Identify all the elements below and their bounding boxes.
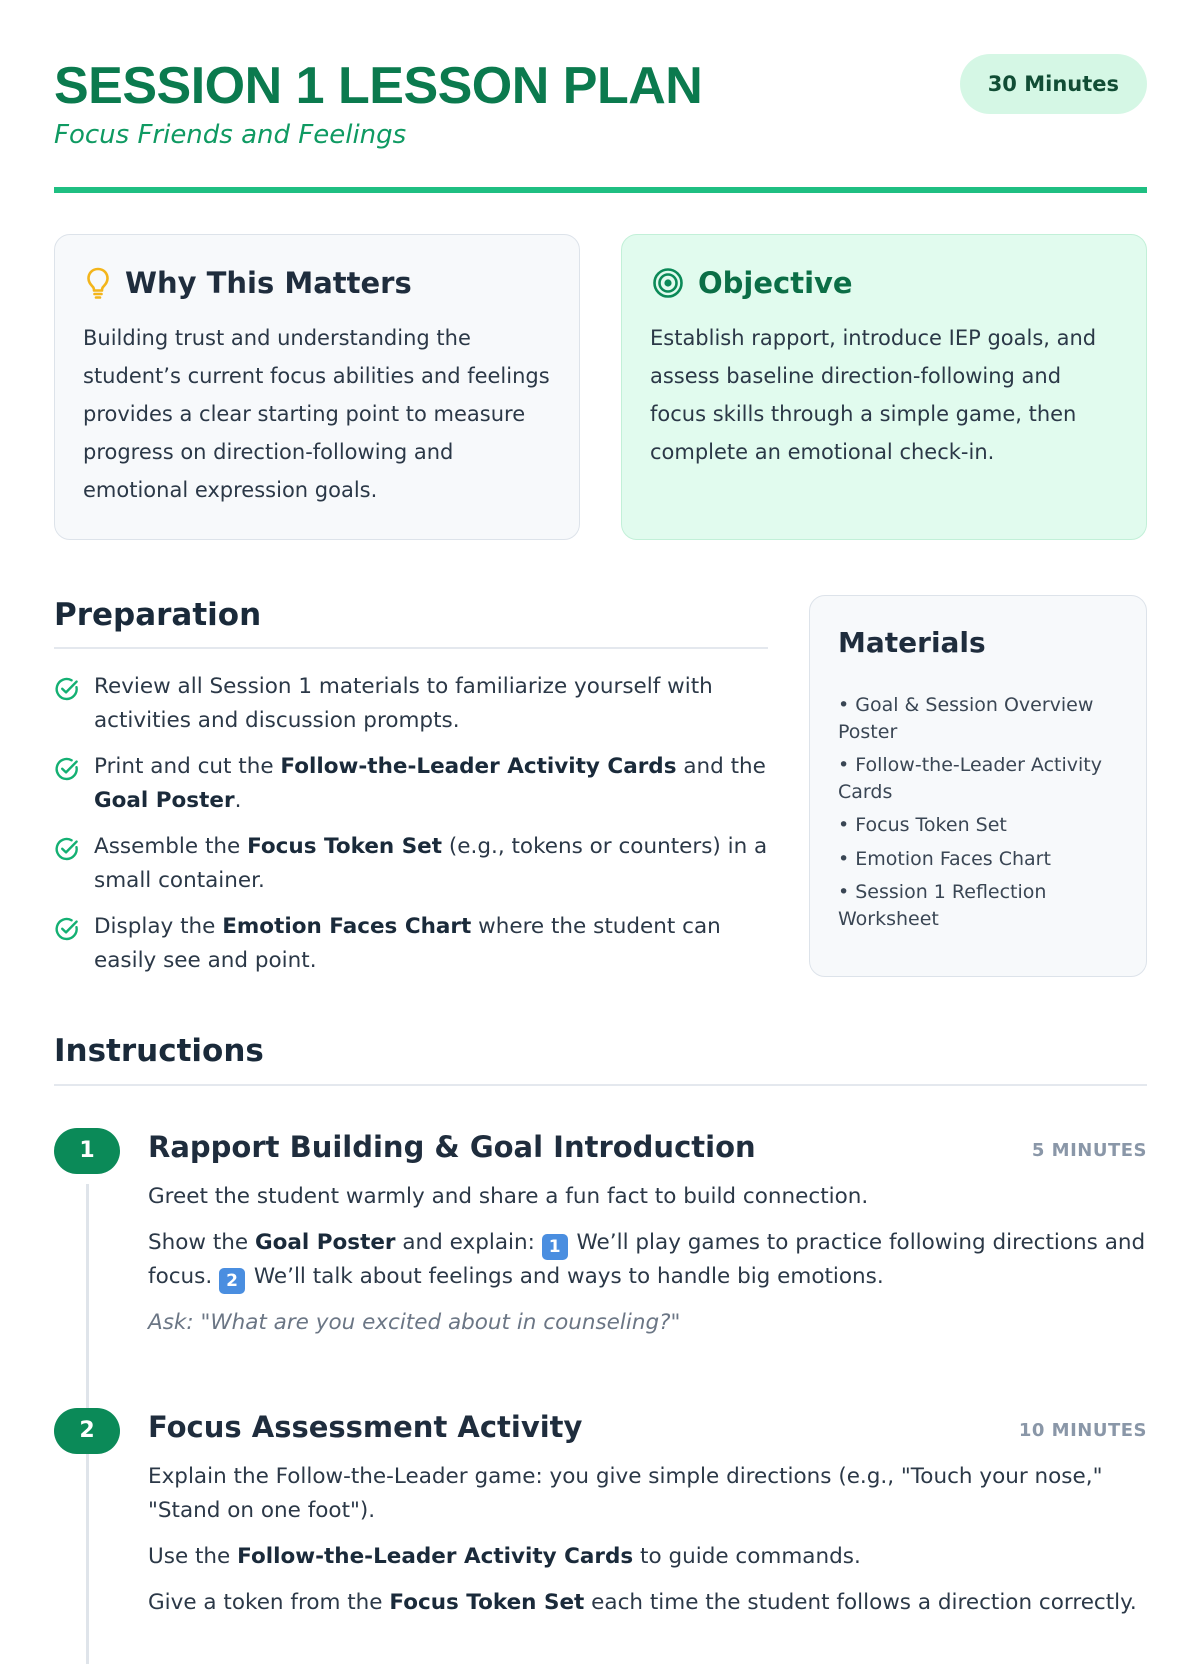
step-duration: 10 MINUTES: [1018, 1420, 1147, 1441]
objective-card-title: Objective: [698, 266, 853, 300]
check-circle-icon: [54, 756, 80, 793]
why-card-body: Building trust and understanding the student’s current focus abilities and feelings provides a clear starting point to measure progress on direction-following and emotional expression goals.: [83, 326, 550, 502]
lightbulb-icon: [85, 266, 111, 300]
step-number-badge: 1: [54, 1128, 120, 1174]
preparation-item-text: Assemble the: [94, 834, 248, 859]
preparation-item: [54, 910, 768, 978]
materials-panel: [809, 595, 1147, 977]
why-card-header: [85, 263, 412, 303]
objective-card: [621, 234, 1147, 540]
material-name-bold: Goal Poster: [254, 1230, 396, 1255]
preparation-item: [54, 750, 768, 818]
preparation-item-text: Review all Session 1 materials to familiarize yourself with activities and discussion prompts.: [94, 674, 713, 733]
check-circle-icon: [54, 676, 80, 713]
materials-item: • Goal & Session Overview Poster: [838, 694, 1094, 743]
preparation-heading: Preparation: [54, 597, 262, 633]
material-name-bold: Goal Poster: [94, 788, 235, 813]
step-paragraph: Explain the Follow-the-Leader game: you give simple directions (e.g., "Touch your nose," "Stand on one foot").: [148, 1464, 1103, 1523]
materials-item: • Follow-the-Leader Activity Cards: [838, 754, 1102, 803]
materials-item: • Session 1 Reflection Worksheet: [838, 881, 1047, 930]
header-divider: [54, 187, 1147, 193]
preparation-item: [54, 670, 768, 738]
duration-badge: 30 Minutes: [960, 54, 1147, 114]
materials-heading: Materials: [838, 626, 986, 659]
step-title: Rapport Building & Goal Introduction: [148, 1130, 756, 1164]
step-paragraph: Greet the student warmly and share a fun fact to build connection.: [148, 1184, 869, 1209]
target-icon: [652, 267, 684, 299]
preparation-item-text: .: [234, 788, 242, 813]
why-this-matters-card: [54, 234, 580, 540]
step-text: and explain:: [395, 1230, 542, 1255]
why-card-title: Why This Matters: [125, 266, 412, 300]
material-name-bold: Focus Token Set: [247, 834, 443, 859]
step-text: Use the: [148, 1544, 238, 1569]
step-text: We’ll play games to practice following directions and focus.: [148, 1230, 1146, 1289]
step-body: [148, 1180, 1148, 1352]
page-subtitle: Focus Friends and Feelings: [54, 120, 407, 150]
step-timeline-line: [86, 1464, 89, 1664]
step-paragraph: [148, 1586, 1148, 1620]
material-name-bold: Follow-the-Leader Activity Cards: [237, 1544, 634, 1569]
header: [54, 52, 1147, 194]
materials-list: [838, 692, 1128, 939]
check-circle-icon: [54, 836, 80, 873]
preparation-item-text: Print and cut the: [94, 754, 281, 779]
material-name-bold: Focus Token Set: [389, 1590, 585, 1615]
step-ask-prompt: Ask: "What are you excited about in counseling?": [148, 1310, 681, 1335]
step-text: Give a token from the: [148, 1590, 390, 1615]
page-title: SESSION 1 LESSON PLAN: [54, 57, 703, 115]
objective-card-header: [652, 263, 853, 303]
instructions-heading: Instructions: [54, 1033, 264, 1069]
keycap-one-icon: 1: [542, 1234, 568, 1260]
lesson-plan-page: [54, 0, 1147, 1615]
step-text: each time the student follows a direction correctly.: [584, 1590, 1137, 1615]
preparation-item-text: and the: [676, 754, 766, 779]
instructions-divider: [54, 1084, 1147, 1086]
step-paragraph: [148, 1540, 1148, 1574]
check-circle-icon: [54, 916, 80, 953]
step-text: Show the: [148, 1230, 255, 1255]
step-paragraph: [148, 1226, 1148, 1294]
preparation-item: [54, 830, 768, 898]
preparation-list: [54, 670, 768, 990]
preparation-item-text: where the student can easily see and point.: [94, 914, 721, 973]
step-duration: 5 MINUTES: [1031, 1140, 1147, 1161]
step-text: We’ll talk about feelings and ways to handle big emotions.: [247, 1264, 884, 1289]
material-name-bold: Emotion Faces Chart: [222, 914, 472, 939]
objective-card-body: Establish rapport, introduce IEP goals, and assess baseline direction-following and focus skills through a simple game, then complete an emotional check-in.: [650, 326, 1097, 464]
step-text: to guide commands.: [633, 1544, 861, 1569]
preparation-item-text: Display the: [94, 914, 223, 939]
materials-item: • Focus Token Set: [838, 814, 1007, 836]
materials-item: • Emotion Faces Chart: [838, 847, 1051, 870]
material-name-bold: Follow-the-Leader Activity Cards: [280, 754, 677, 779]
preparation-divider: [54, 647, 768, 649]
step-number-badge: 2: [54, 1408, 120, 1454]
step-title: Focus Assessment Activity: [148, 1410, 583, 1444]
preparation-item-text: (e.g., tokens or counters) in a small container.: [94, 834, 768, 893]
step-body: [148, 1460, 1148, 1632]
keycap-two-icon: 2: [219, 1268, 245, 1294]
